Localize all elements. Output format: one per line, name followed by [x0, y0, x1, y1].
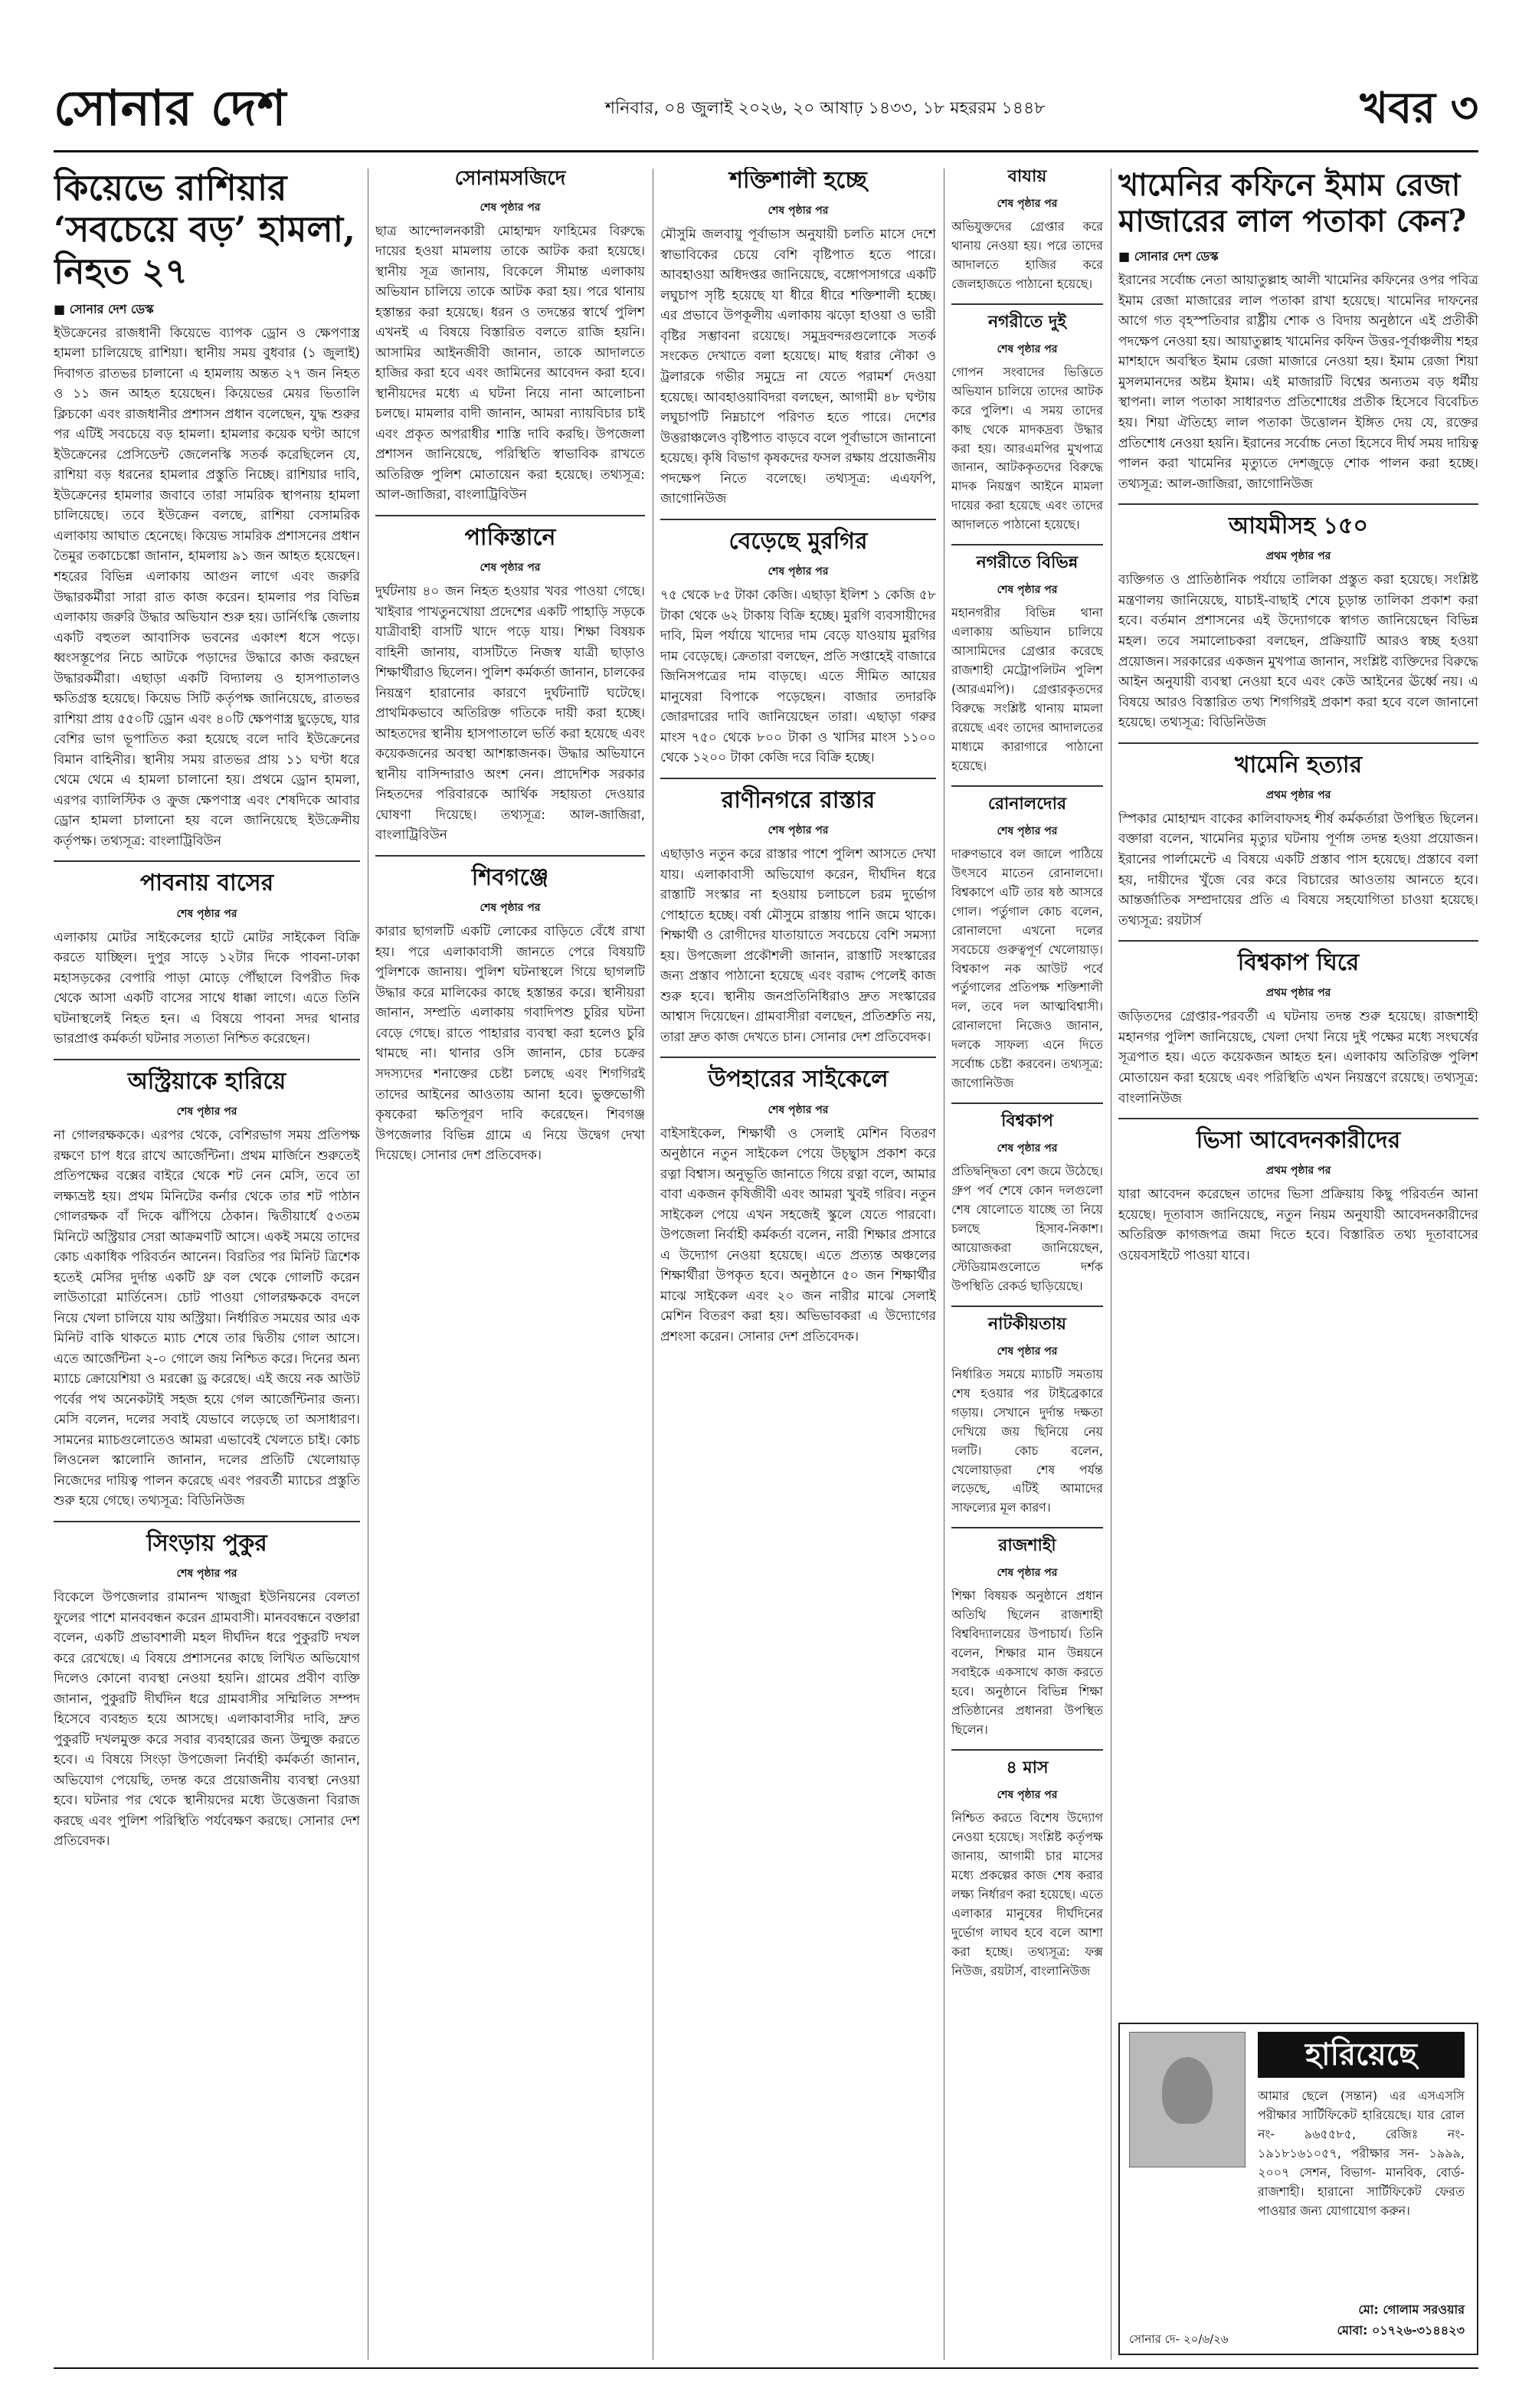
lost-notice-title: হারিয়েছে — [1258, 2032, 1465, 2078]
article-body-khamenei: ইরানের সর্বোচ্চ নেতা আয়াতুল্লাহ আলী খামেনির কফিনের ওপর পবিত্র ইমাম রেজা মাজারের লাল পতাকা রাখা হয়েছে। খামেনির দাফনের আগে গত বৃহস্পতিবার রাষ্ট্রীয় শোক ও বিদায় অনুষ্ঠানে এই প্রতীকী পদক্ষেপ নেওয়া হয়। আয়াতুল্লাহ খামেনির কফিন উত্তর-পূর্বাঞ্চলীয় শহর মাশহাদে অবস্থিত ইমাম রেজা মাজারে নেওয়া হয়। ইমাম রেজা শিয়া মুসলমানদের অষ্টম ইমাম। এই মাজারটি বিশ্বের অন্যতম বড় ধর্মীয় স্থাপনা। লাল পতাকা সাধারণত প্রতিশোধের প্রতীক হিসেবে বিবেচিত হয়। শিয়া ঐতিহ্যে লাল পতাকা উত্তোলন ইঙ্গিত দেয় যে, রক্তের প্রতিশোধ নেওয়া হয়নি। ইরানের সর্বোচ্চ নেতা হিসেবে দীর্ঘ সময় দায়িত্ব পালন করা খামেনির মৃত্যুতে দেশজুড়ে শোক পালন করা হচ্ছে। তথ্যসূত্র: আল-জাজিরা, জাগোনিউজ — [1118, 273, 1478, 492]
continued-label: শেষ পৃষ্ঠার পর — [176, 907, 237, 920]
column-4 — [951, 167, 1103, 2358]
article-body-austria: না গোলরক্ষককে। এরপর থেকে, বেশিরভাগ সময় প্রতিপক্ষ রক্ষণে চাপ ধরে রাখে আর্জেন্টিনা। প্রথম মার্জিনে শুরুতেই প্রতিপক্ষের বক্সের বাইরে থেকে শট নেন মেসি, তবে তা লক্ষ্যভ্রষ্ট হয়। প্রথম মিনিটের কর্নার থেকে তার শট পাঠান গোলরক্ষক বাঁ দিকে ঝাঁপিয়ে ঠেকান। দ্বিতীয়ার্ধে ৫৩তম মিনিটে অস্ট্রিয়ার সেরা আক্রমণটি আসে। একই সময়ে তাদের কোচ একাধিক পরিবর্তন আনেন। বিরতির পর মিনিট ত্রিশেক হতেই মেসির দুর্দান্ত একটি থ্রু বল থেকে গোলটি করেন লাউতারো মার্তিনেস। চোট পাওয়া গোলরক্ষককে বদলে নিয়ে খেলা চালিয়ে যায় অস্ট্রিয়া। নির্ধারিত সময়ের আর এক মিনিট বাকি থাকতে ম্যাচ শেষে তার দ্বিতীয় গোল আসে। এতে আর্জেন্টিনা ২-০ গোলে জয় নিশ্চিত করে। দিনের অন্য ম্যাচে ক্রোয়েশিয়া ও মরক্কো ড্র করেছে। এই জয়ে নক আউট পর্বের পথ অনেকটাই সহজ হয়ে গেল আর্জেন্টিনার জন্য। মেসি বলেন, দলের সবাই যেভাবে লড়েছে তা অসাধারণ। সামনের ম্যাচগুলোতেও আমরা এভাবেই খেলতে চাই। কোচ লিওনেল স্কালোনি জানান, দলের প্রতিটি খেলোয়াড় নিজেদের দায়িত্ব পালন করেছে এবং পরবর্তী ম্যাচের প্রস্তুতি শুরু হয়ে গেছে। তথ্যসূত্র: বিডিনিউজ — [54, 1128, 360, 1509]
continued-label: শেষ পৃষ্ঠার পর — [480, 902, 541, 915]
divider — [660, 519, 936, 520]
headline-city-two: নগরীতে দুই — [988, 311, 1066, 332]
article-body-khamenei-killing: স্পিকার মোহাম্মদ বাকের কালিবাফসহ শীর্ষ কর্মকর্তারা উপস্থিত ছিলেন। বক্তারা বলেন, খামেনির মৃত্যুর ঘটনায় পূর্ণাঙ্গ তদন্ত হওয়া প্রয়োজন। ইরানের পার্লামেন্টে এ বিষয়ে একটি প্রস্তাব পাস হয়েছে। প্রস্তাবে বলা হয়, দায়ীদের খুঁজে বের করে বিচারের আওতায় আনতে হবে। আন্তর্জাতিক সম্প্রদায়ের প্রতি এ বিষয়ে সহযোগিতা চাওয়া হয়েছে। তথ্যসূত্র: রয়টার্স — [1118, 811, 1478, 929]
article-body-city-various: মহানগরীর বিভিন্ন থানা এলাকায় অভিযান চালিয়ে আসামিদের গ্রেপ্তার করেছে রাজশাহী মেট্রোপলিটন পুলিশ (আরএমপি)। গ্রেপ্তারকৃতদের বিরুদ্ধে সংশ্লিষ্ট থানায় মামলা রয়েছে এবং তাদের আদালতের মাধ্যমে কারাগারে পাঠানো হয়েছে। — [951, 605, 1103, 773]
continued-label: শেষ পৃষ্ঠার পর — [997, 1567, 1058, 1580]
footer-rule — [54, 2367, 1478, 2369]
article-body-pond: বিকেলে উপজেলার রামানন্দ খাজুরা ইউনিয়নের বেলতা ফুলের পাশে মানববন্ধন করেন গ্রামবাসী। মানববন্ধনে বক্তারা বলেন, একটি প্রভাবশালী মহল দীর্ঘদিন ধরে পুকুরটি দখল করে রেখেছে। এ বিষয়ে প্রশাসনের কাছে লিখিত অভিযোগ দিলেও কোনো ব্যবস্থা নেওয়া হয়নি। গ্রামের প্রবীণ ব্যক্তি জানান, পুকুরটি দীর্ঘদিন ধরে গ্রামবাসীর সম্মিলিত সম্পদ হিসেবে ব্যবহৃত হয়ে আসছে। এলাকাবাসীর দাবি, দ্রুত পুকুরটি দখলমুক্ত করে সবার ব্যবহারের জন্য উন্মুক্ত করতে হবে। এ বিষয়ে সিংড়া উপজেলা নির্বাহী কর্মকর্তা জানান, অভিযোগ পেয়েছি, তদন্ত করে প্রয়োজনীয় ব্যবস্থা নেওয়া হবে। ঘটনার পর থেকে স্থানীয়দের মধ্যে উত্তেজনা বিরাজ করছে এবং পুলিশ পরিস্থিতি পর্যবেক্ষণ করছে। সোনার দেশ প্রতিবেদক। — [54, 1590, 360, 1849]
headline-four-months: ৪ মাস — [1006, 1757, 1049, 1777]
divider — [375, 855, 645, 857]
headline-city-various: নগরীতে বিভিন্ন — [976, 552, 1079, 573]
continued-label: শেষ পৃষ্ঠার পর — [768, 565, 829, 578]
column-5 — [1118, 167, 1478, 2013]
divider — [1118, 742, 1478, 744]
column-1 — [54, 167, 360, 2358]
continued-label: শেষ পৃষ্ঠার পর — [176, 1106, 237, 1119]
article-body-four-months: নিশ্চিত করতে বিশেষ উদ্যোগ নেওয়া হয়েছে। সংশ্লিষ্ট কর্তৃপক্ষ জানায়, আগামী চার মাসের মধ্যে প্রকল্পের কাজ শেষ করার লক্ষ্য নির্ধারণ করা হয়েছে। এতে এলাকার মানুষের দীর্ঘদিনের দুর্ভোগ লাঘব হবে বলে আশা করা হচ্ছে। তথ্যসূত্র: ফক্স নিউজ, রয়টার্স, বাংলানিউজ — [951, 1810, 1103, 1978]
headline-cycle: উপহারের সাইকেলে — [708, 1066, 889, 1093]
article-body-ronaldo: দারুণভাবে বল জালে পাঠিয়ে উৎসবে মাতেন রোনালদো। বিশ্বকাপে এটি তার ষষ্ঠ আসরে গোল। পর্তুগাল কোচ বলেন, রোনালদো এখনো দলের সবচেয়ে গুরুত্বপূর্ণ খেলোয়াড়। বিশ্বকাপ নক আউট পর্বে পর্তুগালের প্রতিপক্ষ শক্তিশালী দল, তবে দল আত্মবিশ্বাসী। রোনালদো নিজেও জানান, দলকে সাফল্য এনে দিতে সর্বোচ্চ চেষ্টা করবেন। তথ্যসূত্র: জাগোনিউজ — [951, 846, 1103, 1091]
lost-notice-code: সোনার দে- ২০/৬/২৬ — [1129, 2332, 1229, 2346]
article-body-shibganj: কারার ছাগলটি একটি লোকের বাড়িতে বেঁধে রাখা হয়। পরে এলাকাবাসী জানতে পেরে বিষয়টি পুলিশকে জানায়। পুলিশ ঘটনাস্থলে গিয়ে ছাগলটি উদ্ধার করে মালিকের কাছে হস্তান্তর করে। স্থানীয়রা জানান, সম্প্রতি এলাকায় গবাদিপশু চুরির ঘটনা বেড়ে গেছে। রাতে পাহারার ব্যবস্থা করা হলেও চুরি থামছে না। থানার ওসি জানান, চোর চক্রের সদস্যদের শনাক্তের চেষ্টা চলছে এবং শিগগিরই তাদের আইনের আওতায় আনা হবে। ভুক্তভোগী কৃষকেরা ক্ষতিপূরণ দাবি করেছেন। শিবগঞ্জ উপজেলার বিভিন্ন গ্রামে এ নিয়ে উদ্বেগ দেখা দিয়েছে। সোনার দেশ প্রতিবেদক। — [375, 924, 645, 1164]
article-body-drama: নির্ধারিত সময়ে ম্যাচটি সমতায় শেষ হওয়ার পর টাইব্রেকারে গড়ায়। সেখানে দুর্দান্ত দক্ষতা দেখিয়ে জয় ছিনিয়ে নেয় দলটি। কোচ বলেন, খেলোয়াড়রা শেষ পর্যন্ত লড়েছে, এটিই আমাদের সাফল্যের মূল কারণ। — [951, 1366, 1103, 1515]
masthead — [54, 70, 1478, 147]
divider — [951, 303, 1103, 305]
continued-label: প্রথম পৃষ্ঠার পর — [1265, 987, 1331, 1000]
divider — [951, 544, 1103, 545]
headline-austria: অস্ট্রিয়াকে হারিয়ে — [127, 1067, 286, 1095]
continued-label: প্রথম পৃষ্ঠার পর — [1265, 550, 1331, 563]
divider — [951, 1749, 1103, 1751]
article-body-power: মৌসুমি জলবায়ু পূর্বাভাস অনুযায়ী চলতি মাসে দেশে স্বাভাবিকের চেয়ে বেশি বৃষ্টিপাত হতে পারে। আবহাওয়া অধিদপ্তর জানিয়েছে, বঙ্গোপসাগরে একটি লঘুচাপ সৃষ্টি হয়েছে যা ধীরে ধীরে শক্তিশালী হচ্ছে। এর প্রভাবে উপকূলীয় এলাকায় ঝড়ো হাওয়া ও ভারী বৃষ্টির সম্ভাবনা রয়েছে। সমুদ্রবন্দরগুলোকে সতর্ক সংকেত দেখাতে বলা হয়েছে। মাছ ধরার নৌকা ও ট্রলারকে গভীর সমুদ্রে না যেতে পরামর্শ দেওয়া হয়েছে। আবহাওয়াবিদরা বলছেন, আগামী ৪৮ ঘণ্টায় লঘুচাপটি নিম্নচাপে পরিণত হতে পারে। দেশের উত্তরাঞ্চলেও বৃষ্টিপাত বাড়বে বলে পূর্বাভাসে জানানো হয়েছে। কৃষি বিভাগ কৃষকদের ফসল রক্ষায় প্রয়োজনীয় পদক্ষেপ নিতে বলেছে। তথ্যসূত্র: এএফপি, জাগোনিউজ — [660, 227, 936, 507]
divider — [951, 1527, 1103, 1528]
headline-worldcup: বিশ্বকাপ — [1001, 1111, 1053, 1132]
article-body-rajshahi: শিক্ষা বিষয়ক অনুষ্ঠানে প্রধান অতিথি ছিলেন রাজশাহী বিশ্ববিদ্যালয়ের উপাচার্য। তিনি বলেন, শিক্ষার মান উন্নয়নে সবাইকে একসাথে কাজ করতে হবে। অনুষ্ঠানে বিভিন্ন শিক্ষা প্রতিষ্ঠানের প্রধানরা উপস্থিত ছিলেন। — [951, 1588, 1103, 1737]
headline-shibganj: শিবগঞ্জে — [471, 863, 549, 891]
divider — [951, 785, 1103, 787]
headline-azmi: আযমীসহ ১৫০ — [1229, 513, 1368, 540]
article-body-kiev: ইউক্রেনের রাজধানী কিয়েভে ব্যাপক ড্রোন ও ক্ষেপণাস্ত্র হামলা চালিয়েছে রাশিয়া। স্থানীয় সময় বুধবার (১ জুলাই) দিবাগত রাতভর চালানো এ হামলায় অন্তত ২৭ জন নিহত ও ১১ জন আহত হয়েছেন। কিয়েভের মেয়র ভিতালি ক্লিচকো এবং রাজধানীর প্রশাসন প্রধান বলেছেন, যুদ্ধ শুরুর পর এটিই সবচেয়ে বড় হামলা। হামলার কয়েক ঘণ্টা আগে ইউক্রেনের প্রেসিডেন্ট জেলেনস্কি সতর্ক করেছিলেন যে, রাশিয়া বড় ধরনের হামলার প্রস্তুতি নিচ্ছে। রাশিয়ার দাবি, ইউক্রেনের হামলার জবাবে তারা সামরিক স্থাপনায় হামলা চালিয়েছে। তবে ইউক্রেন বলছে, রাশিয়া বেসামরিক এলাকায় আঘাত হেনেছে। কিয়েভ সামরিক প্রশাসনের প্রধান তৈমুর তকাচেঙ্কো জানান, হামলায় ৯১ জন আহত হয়েছেন। শহরের বিভিন্ন এলাকায় আগুন লাগে এবং জরুরি উদ্ধারকর্মীরা সারা রাত কাজ করেন। হামলার পর বিভিন্ন এলাকায় জরুরি উদ্ধার অভিযান শুরু হয়। ডার্নিৎস্কি জেলায় একটি বহুতল আবাসিক ভবনের একাংশ ধসে পড়ে। ধ্বংসস্তূপের নিচে আটকে পড়াদের উদ্ধারে কাজ করছেন উদ্ধারকর্মীরা। এছাড়া একটি বিদ্যালয় ও হাসপাতালও ক্ষতিগ্রস্ত হয়েছে। কিয়েভ সিটি কর্তৃপক্ষ জানিয়েছে, রাতভর রাশিয়া প্রায় ৫৫০টি ড্রোন এবং ৪০টি ক্ষেপণাস্ত্র ছুড়েছে, যার বেশির ভাগ ভূপাতিত করা হয়েছে বলে দাবি ইউক্রেনের বিমান বাহিনীর। স্থানীয় সময় রাতভর প্রায় ১১ ঘণ্টা ধরে থেমে থেমে এ হামলা চালানো হয়। প্রথমে ড্রোন হামলা, এরপর ব্যালিস্টিক ও ক্রুজ ক্ষেপণাস্ত্র এবং শেষদিকে আবার ড্রোন হামলা চালানো হয় বলে জানিয়েছে ইউক্রেনীয় কর্তৃপক্ষ। তথ্যসূত্র: বাংলাট্রিবিউন — [54, 325, 360, 849]
continued-label: শেষ পৃষ্ঠার পর — [997, 584, 1058, 597]
newspaper-logo: সোনার দেশ — [54, 80, 287, 137]
masthead-rule — [54, 150, 1478, 152]
headline-ronaldo: রোনালদোর — [987, 793, 1067, 814]
lost-notice-box — [1118, 2023, 1478, 2355]
continued-label: শেষ পৃষ্ঠার পর — [997, 342, 1058, 355]
divider — [660, 1057, 936, 1058]
article-body-raninagar: এছাড়াও নতুন করে রাস্তার পাশে পুলিশ আসতে দেখা যায়। এলাকাবাসী অভিযোগ করেন, দীর্ঘদিন ধরে রাস্তাটি সংস্কার না হওয়ায় চলাচলে চরম দুর্ভোগ পোহাতে হচ্ছে। বর্ষা মৌসুমে রাস্তায় পানি জমে থাকে। শিক্ষার্থী ও রোগীদের যাতায়াতে সবচেয়ে বেশি সমস্যা হয়। উপজেলা প্রকৌশলী জানান, রাস্তাটি সংস্কারের জন্য প্রস্তাব পাঠানো হয়েছে এবং বরাদ্দ পেলেই কাজ শুরু হবে। স্থানীয় জনপ্রতিনিধিরাও দ্রুত সংস্কারের আশ্বাস দিয়েছেন। গ্রামবাসীরা বলছেন, প্রতিশ্রুতি নয়, তারা দ্রুত কাজ দেখতে চান। সোনার দেশ প্রতিবেদক। — [660, 847, 936, 1045]
continued-label: প্রথম পৃষ্ঠার পর — [1265, 788, 1331, 801]
headline-khamenei-killing: খামেনি হত্যার — [1234, 751, 1363, 778]
byline: ■ সোনার দেশ ডেস্ক — [54, 301, 154, 316]
continued-label: শেষ পৃষ্ঠার পর — [997, 1788, 1058, 1801]
date-line: শনিবার, ০৪ জুলাই ২০২৬, ২০ আষাঢ় ১৪৩৩, ১৮ মহররম ১৪৪৮ — [605, 99, 1046, 118]
continued-label: প্রথম পৃষ্ঠার পর — [1265, 1165, 1331, 1178]
continued-label: শেষ পৃষ্ঠার পর — [480, 201, 541, 214]
column-2 — [375, 167, 645, 2358]
headline-bus: পাবনায় বাসের — [139, 870, 274, 897]
divider — [54, 1059, 360, 1060]
divider — [1118, 1118, 1478, 1119]
divider — [375, 515, 645, 516]
headline-water: বাযায় — [1007, 167, 1047, 186]
headline-chicken: বেড়েছে মুরগির — [728, 527, 868, 555]
divider — [1118, 503, 1478, 505]
section-label: খবর ৩ — [1360, 84, 1478, 133]
headline-pakistan: পাকিস্তানে — [464, 523, 556, 551]
headline-raninagar: রাণীনগরে রাস্তার — [721, 786, 876, 814]
column-3 — [660, 167, 936, 2358]
continued-label: শেষ পৃষ্ঠার পর — [997, 1345, 1058, 1358]
headline-rajshahi: রাজশাহী — [998, 1535, 1056, 1556]
article-body-azmi: ব্যক্তিগত ও প্রাতিষ্ঠানিক পর্যায়ে তালিকা প্রস্তুত করা হয়েছে। সংশ্লিষ্ট মন্ত্রণালয় জানিয়েছে, যাচাই-বাছাই শেষে চূড়ান্ত তালিকা প্রকাশ করা হবে। বর্তমান প্রশাসনের এই উদ্যোগকে স্বাগত জানিয়েছেন বিভিন্ন মহল। তবে সমালোচকরা বলছেন, প্রক্রিয়াটি আরও স্বচ্ছ হওয়া প্রয়োজন। সরকারের একজন মুখপাত্র জানান, সংশ্লিষ্ট ব্যক্তিদের বিরুদ্ধে আইন অনুযায়ী ব্যবস্থা নেওয়া হবে এবং কেউ আইনের ঊর্ধ্বে নয়। এ বিষয়ে আরও বিস্তারিত তথ্য শিগগিরই প্রকাশ করা হবে বলে জানানো হয়েছে। তথ্যসূত্র: বিডিনিউজ — [1118, 572, 1478, 731]
divider — [660, 778, 936, 779]
article-body-city-two: গোপন সংবাদের ভিত্তিতে অভিযান চালিয়ে তাদের আটক করে পুলিশ। এ সময় তাদের কাছ থেকে মাদকদ্রব্য উদ্ধার করা হয়। আরএমপির মুখপাত্র জানান, আটককৃতদের বিরুদ্ধে মাদক নিয়ন্ত্রণ আইনে মামলা দায়ের করা হয়েছে এবং তাদের আদালতে পাঠানো হয়েছে। — [951, 364, 1103, 532]
headline-drama: নাটকীয়তায় — [988, 1313, 1066, 1334]
continued-label: শেষ পৃষ্ঠার পর — [480, 562, 541, 575]
divider — [54, 860, 360, 862]
headline-power: শক্তিশালী হচ্ছে — [729, 167, 867, 194]
article-body-water: অভিযুক্তদের গ্রেপ্তার করে থানায় নেওয়া হয়। পরে তাদের আদালতে হাজির করে জেলহাজতে পাঠানো হয়েছে। — [951, 218, 1103, 291]
lost-notice-contact: মো: গোলাম সরওয়ার মোবা: ০১৭২৬-৩১৪৪২৩ — [1337, 2302, 1465, 2338]
article-body-visa: যারা আবেদন করেছেন তাদের ভিসা প্রক্রিয়ায় কিছু পরিবর্তন আনা হয়েছে। দূতাবাস জানিয়েছে, নতুন নিয়ম অনুযায়ী আবেদনকারীদের অতিরিক্ত কাগজপত্র জমা দিতে হবে। বিস্তারিত তথ্য দূতাবাসের ওয়েবসাইটে পাওয়া যাবে। — [1118, 1187, 1478, 1263]
article-body-worldcup: প্রতিদ্বন্দ্বিতা বেশ জমে উঠেছে। গ্রুপ পর্ব শেষে কোন দলগুলো শেষ ষোলোতে যাচ্ছে তা নিয়ে চলছে হিসাব-নিকাশ। আয়োজকরা জানিয়েছেন, স্টেডিয়ামগুলোতে দর্শক উপস্থিতি রেকর্ড ছাড়িয়েছে। — [951, 1164, 1103, 1293]
continued-label: শেষ পৃষ্ঠার পর — [768, 824, 829, 837]
continued-label: শেষ পৃষ্ঠার পর — [997, 1142, 1058, 1155]
lost-notice-body: আমার ছেলে (সন্তান) এর এসএসসি পরীক্ষার সার্টিফিকেট হারিয়েছে। যার রোল নং- ৯৬৫৫৮৫, রেজিঃ নং- ১৯১৮১৬১০৫৭, পরীক্ষার সন- ১৯৯৯, ২০০৭ সেশন, বিভাগ- মানবিক, বোর্ড- রাজশাহী। হারানো সার্টিফিকেট ফেরত পাওয়ার জন্য যোগাযোগ করুন। — [1258, 2089, 1465, 2218]
person-photo — [1129, 2032, 1246, 2167]
headline-kiev: কিয়েভে রাশিয়ার ‘সবচেয়ে বড়’ হামলা, নিহত ২৭ — [54, 167, 356, 292]
headline-sonamasjid: সোনামসজিদে — [454, 167, 566, 190]
divider — [1118, 940, 1478, 942]
article-body-worldcup-around: জড়িতদের গ্রেপ্তার-পরবর্তী এ ঘটনায় তদন্ত শুরু হয়েছে। রাজশাহী মহানগর পুলিশ জানিয়েছে, খেলা দেখা নিয়ে দুই পক্ষের মধ্যে সংঘর্ষের সূত্রপাত হয়। এতে কয়েকজন আহত হন। এলাকায় অতিরিক্ত পুলিশ মোতায়েন করা হয়েছে এবং পরিস্থিতি এখন নিয়ন্ত্রণে রয়েছে। তথ্যসূত্র: বাংলানিউজ — [1118, 1009, 1478, 1106]
article-body-chicken: ৭৫ থেকে ৮৫ টাকা কেজি। এছাড়া ইলিশ ১ কেজি ৫৮ টাকা থেকে ৬২ টাকায় বিক্রি হচ্ছে। মুরগি ব্যবসায়ীদের দাবি, মিল পর্যায়ে খাদ্যের দাম বেড়ে যাওয়ায় মুরগির দাম বেড়েছে। ক্রেতারা বলছেন, প্রতি সপ্তাহেই বাজারে জিনিসপত্রের দাম বাড়ছে। এতে সীমিত আয়ের মানুষেরা বিপাকে পড়েছেন। বাজার তদারকি জোরদারের দাবি জানিয়েছেন তারা। এছাড়া গরুর মাংস ৭৫০ থেকে ৮০০ টাকা ও খাসির মাংস ১১০০ থেকে ১২০০ টাকা কেজি দরে বিক্রি হচ্ছে। — [660, 588, 936, 766]
headline-visa: ভিসা আবেদনকারীদের — [1196, 1127, 1401, 1155]
headline-pond: সিংড়ায় পুকুর — [146, 1529, 267, 1557]
continued-label: শেষ পৃষ্ঠার পর — [176, 1568, 237, 1581]
article-body-sonamasjid: ছাত্র আন্দোলনকারী মোহাম্মদ ফাহিমের বিরুদ্ধে দায়ের হওয়া মামলায় তাকে আটক করা হয়েছে। স্থানীয় সূত্র জানায়, বিকেলে সীমান্ত এলাকায় অভিযান চালিয়ে তাকে আটক করা হয়। পরে থানায় হস্তান্তর করা হয়েছে। ধরন ও তদন্তের স্বার্থে পুলিশ এখনই এ বিষয়ে বিস্তারিত বলতে রাজি হয়নি। আসামির আইনজীবী জানান, তাকে আদালতে হাজির করা হবে এবং জামিনের আবেদন করা হবে। স্থানীয়দের মধ্যে এ ঘটনা নিয়ে নানা আলোচনা চলছে। মামলার বাদী জানান, আমরা ন্যায়বিচার চাই এবং প্রকৃত অপরাধীর শাস্তি দাবি করছি। উপজেলা প্রশাসন জানিয়েছে, পরিস্থিতি স্বাভাবিক রাখতে অতিরিক্ত পুলিশ মোতায়েন করা হয়েছে। তথ্যসূত্র: আল-জাজিরা, বাংলাট্রিবিউন — [375, 223, 645, 503]
headline-worldcup-around: বিশ্বকাপ ঘিরে — [1237, 949, 1360, 977]
continued-label: শেষ পৃষ্ঠার পর — [997, 824, 1058, 837]
article-body-bus: এলাকায় মোটর সাইকেলের হাটে মোটর সাইকেল বিক্রি করতে যাচ্ছিল। দুপুর সাড়ে ১২টার দিকে পাবনা-ঢাকা মহাসড়কের বেপারি পাড়া মোড়ে পৌঁছালে বিপরীত দিক থেকে আসা একটি বাসের সাথে ধাক্কা লাগে। এতে তিনি ঘটনাস্থলেই নিহত হন। এ বিষয়ে পাবনা সদর থানার ভারপ্রাপ্ত কর্মকর্তা ঘটনার সত্যতা নিশ্চিত করেছেন। — [54, 929, 360, 1047]
headline-khamenei: খামেনির কফিনে ইমাম রেজা মাজারের লাল পতাকা কেন? — [1118, 167, 1467, 240]
continued-label: শেষ পৃষ্ঠার পর — [997, 197, 1058, 210]
article-body-cycle: বাইসাইকেল, শিক্ষার্থী ও সেলাই মেশিন বিতরণ অনুষ্ঠানে নতুন সাইকেল পেয়ে উচ্ছ্বাস প্রকাশ করে রত্না বিশ্বাস। অনুভূতি জানাতে গিয়ে রত্না বলে, আমার বাবা একজন কৃষিজীবী এবং আমরা খুবই গরিব। নতুন সাইকেল পেয়ে এখন সহজেই স্কুলে যেতে পারবো। উপজেলা নির্বাহী কর্মকর্তা বলেন, নারী শিক্ষার প্রসারে এ উদ্যোগ নেওয়া হয়েছে। এতে প্রত্যন্ত অঞ্চলের শিক্ষার্থীরা উপকৃত হবে। অনুষ্ঠানে ৫০ জন শিক্ষার্থীর মাঝে সাইকেল এবং ২০ জন নারীর মাঝে সেলাই মেশিন বিতরণ করা হয়। অভিভাবকরা এ উদ্যোগের প্রশংসা করেন। সোনার দেশ প্রতিবেদক। — [660, 1125, 936, 1345]
byline: ■ সোনার দেশ ডেস্ক — [1118, 249, 1219, 264]
continued-label: শেষ পৃষ্ঠার পর — [768, 205, 829, 218]
divider — [951, 1102, 1103, 1104]
article-body-pakistan: দুর্ঘটনায় ৪০ জন নিহত হওয়ার খবর পাওয়া গেছে। খাইবার পাখতুনখোয়া প্রদেশের একটি পাহাড়ি সড়কে যাত্রীবাহী বাসটি খাদে পড়ে যায়। শিক্ষা বিষয়ক বাহিনী জানায়, বাসটিতে নিজস্ব যাত্রী ছাড়াও শিক্ষার্থীরাও ছিলেন। পুলিশ কর্মকর্তা জানান, চালকের নিয়ন্ত্রণ হারানোর কারণে দুর্ঘটনাটি ঘটেছে। প্রাথমিকভাবে অতিরিক্ত গতিকে দায়ী করা হচ্ছে। আহতদের স্থানীয় হাসপাতালে ভর্তি করা হয়েছে এবং কয়েকজনের অবস্থা আশঙ্কাজনক। উদ্ধার অভিযানে স্থানীয় বাসিন্দারাও অংশ নেন। প্রাদেশিক সরকার নিহতদের পরিবারকে আর্থিক সহায়তা দেওয়ার ঘোষণা দিয়েছে। তথ্যসূত্র: আল-জাজিরা, বাংলাট্রিবিউন — [375, 584, 645, 844]
divider — [951, 1306, 1103, 1307]
continued-label: শেষ পৃষ্ঠার পর — [768, 1103, 829, 1116]
divider — [54, 1521, 360, 1522]
